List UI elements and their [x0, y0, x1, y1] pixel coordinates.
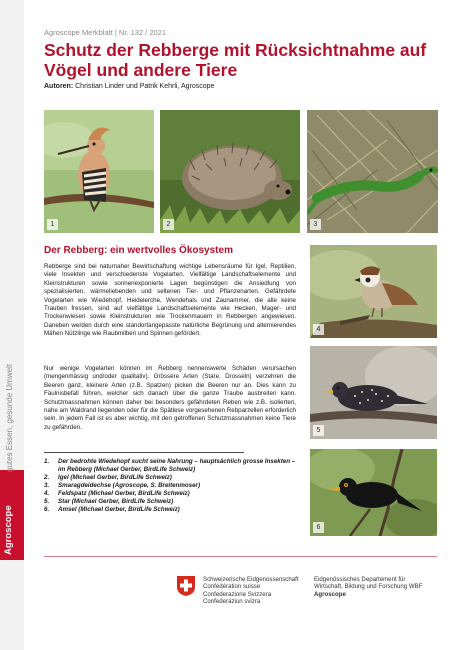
authors-label: Autoren: — [44, 83, 74, 90]
photo-number: 6 — [313, 522, 324, 533]
department-block: Eidgenössisches Departement für Wirtschaft, Bildung und Forschung WBF Agroscope — [314, 576, 423, 598]
photo-number: 2 — [163, 219, 174, 230]
photo-lizard — [307, 110, 438, 233]
photo-starling — [310, 346, 437, 439]
caption-item: 5. Star (Michael Gerber, BirdLife Schweiz) — [44, 498, 174, 505]
photo-hedgehog — [160, 110, 300, 233]
section-heading: Der Rebberg: ein wertvolles Ökosystem — [44, 245, 233, 256]
page-title: Schutz der Rebberge mit Rücksichtnahme auf Vögel und andere Tiere — [44, 40, 427, 80]
photo-number: 5 — [313, 425, 324, 436]
caption-item: 2. Igel (Michael Gerber, BirdLife Schweiz) — [44, 474, 172, 481]
photo-blackbird — [310, 449, 437, 536]
caption-item: 1. Der bedrohte Wiedehopf sucht seine Nahrung – hauptsächlich grosse Insekten – im Rebberg (Michael Gerber, BirdLife Schweiz) — [44, 458, 296, 473]
caption-list — [44, 458, 296, 514]
paragraph-1: Rebberge sind bei naturnaher Bewirtschaftung wichtige Lebensräume für Igel, Reptilien, viele Insekten und verschiedenste Vogelarten. Vielfältige Landschaftselemente und Kleinstrukturen sowie sonnenexponierte Lagen begünstigen die Ansiedlung von spezialisierten, wärmeliebenden und seltenen Tier- und Pflanzenarten. Gefährdete Vogelarten wie Wiedehopf, Heidelerche, Wendehals und Zaunammer, die alle keine Trauben fressen, sind auf vielfältige Landschaftselemente wie Hecken, Mager- und Trockenwiesen sowie Kleinstrukturen wie Trockenmauern in Rebbergen angewiesen. Daneben werden durch eine standortangepasste natürliche Begrünung und alternierendes Mähen Nützlinge wie Raubmilben und Spinnen gefördert. — [44, 263, 296, 338]
sidebar-slogan: gutes Essen, gesunde Umwelt — [5, 363, 14, 472]
photo-sparrow — [310, 245, 437, 338]
agency-name: Agroscope — [314, 590, 346, 598]
photo-hoopoe — [44, 110, 154, 233]
photo-number: 4 — [313, 324, 324, 335]
footer-divider — [44, 556, 437, 557]
photo-number: 1 — [47, 219, 58, 230]
caption-item: 3. Smaragdeidechse (Agroscope, S. Breitenmoser) — [44, 482, 201, 489]
paragraph-2: Nur wenige Vogelarten können im Rebberg nennenswerte Schäden verursachen (mengenmässig und/oder qualitativ). Grössere Arten (Stare, Drosseln) verzehren die Beeren ganz, kleinere Arten (z.B. Spatzen) picken die Beeren nur an. Dies kann zu Fäulnisbefall führen, welcher sich danach über die ganze Traube ausbreiten kann. Schutzmassnahmen können daher bei besonders gefährdeten Reben wie z.B. isolierten, nahe am Waldrand liegenden oder für die Spätlese vorgesehenen Rebparzellen erforderlich sein. In jedem Fall ist es aber wichtig, mit den getroffenen Schutzmassnahmen keine Tiere zu gefährden. — [44, 365, 296, 431]
caption-item: 6. Amsel (Michael Gerber, BirdLife Schweiz) — [44, 506, 180, 513]
federation-names: Schweizerische Eidgenossenschaft Confédération suisse Confederazione Svizzera Confederaziun svizra — [203, 576, 299, 606]
sidebar-brand — [3, 537, 14, 555]
authors-names: Christian Linder und Patrik Kehrli, Agroscope — [75, 83, 215, 90]
photo-number: 3 — [310, 219, 321, 230]
swiss-crest-icon — [176, 575, 196, 597]
authors-line — [44, 83, 214, 90]
caption-divider — [44, 452, 244, 453]
caption-item: 4. Feldspatz (Michael Gerber, BirdLife Schweiz) — [44, 490, 190, 497]
series-label: Agroscope Merkblatt | Nr. 132 / 2021 — [44, 28, 167, 37]
